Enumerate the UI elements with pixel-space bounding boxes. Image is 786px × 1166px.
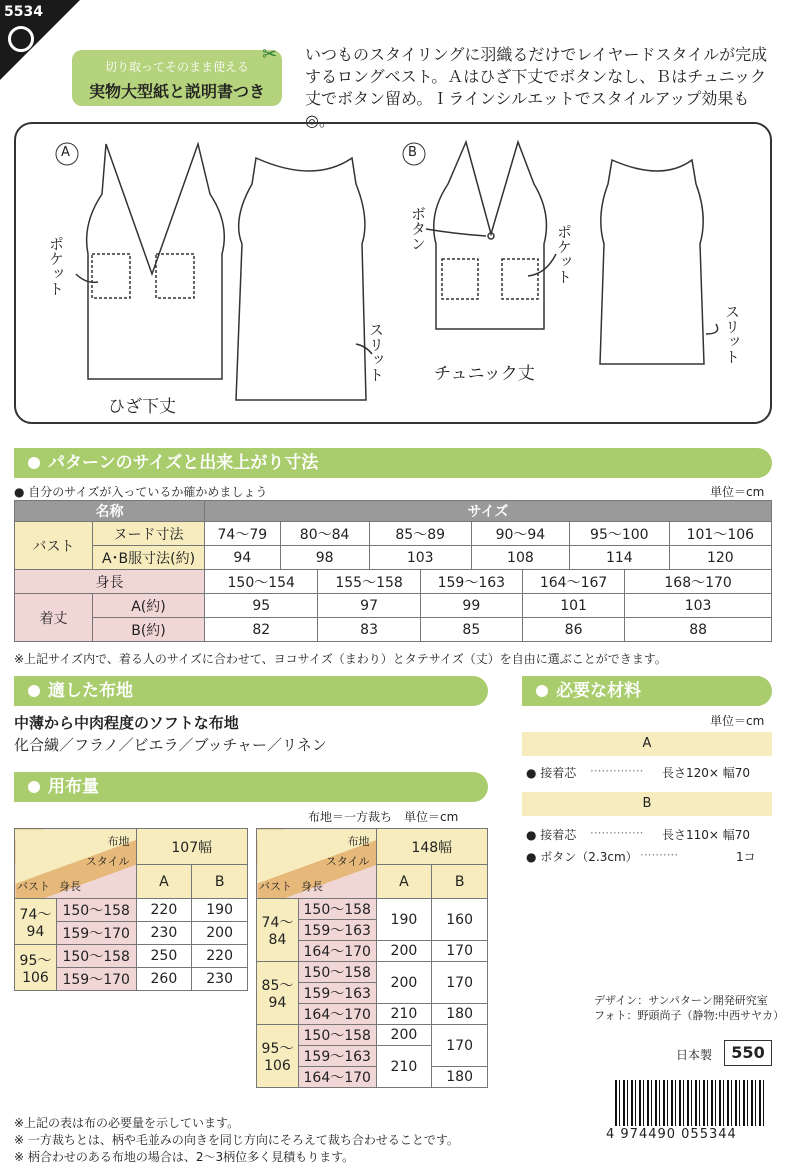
yardage-note-2: ※ 一方裁ちとは、柄や毛並みの向きを同じ方向にそろえて裁ち合わせることです。 — [14, 1133, 459, 1147]
size-table: 名称 サイズ バスト ヌード寸法 74〜79 80〜84 85〜89 90〜94 95〜100 101〜106 A･B服寸法(約) 94 98 103 108 114 120 身長 150〜154 155〜158 159〜163 164〜167 168〜170 着丈 A(約) 95 97 99 101 103 B(約) 82 83 85 86 88 — [14, 500, 772, 642]
section-materials: 必要な材料 — [522, 676, 772, 706]
leader-dots: ·············· — [590, 764, 644, 778]
materials-a-interfacing: ● 接着芯 — [526, 766, 577, 780]
tag-line2: 実物大型紙と説明書つき — [88, 82, 265, 101]
pattern-code: 5534 — [4, 4, 43, 20]
pattern-tag — [72, 50, 282, 106]
credit-photo: フォト：野頭尚子（静物:中西サヤカ） — [594, 1009, 785, 1022]
fabric-types: 化合繊／フラノ／ビエラ／ブッチャー／リネン — [14, 736, 327, 754]
section-yardage: 用布量 — [14, 772, 488, 802]
scissors-icon: ✂ — [262, 44, 278, 65]
barcode-icon — [615, 1080, 767, 1126]
section-size: パターンのサイズと出来上がり寸法 — [14, 448, 772, 478]
materials-unit: 単位＝cm — [710, 714, 765, 728]
slit-label-a: スリット — [367, 322, 385, 382]
size-note: ※上記サイズ内で、着る人のサイズに合わせて、ヨコサイズ（まわり）とタテサイズ（丈）を自由に選ぶことができます。 — [14, 652, 667, 666]
label-b: B — [408, 145, 417, 160]
credit-design: デザイン：サンパターン開発研究室 — [594, 994, 768, 1007]
yardage-note: 布地＝一方裁ち 単位＝cm — [308, 810, 459, 824]
pocket-label-b: ポケット — [555, 224, 573, 284]
tunic-length-label: チュニック丈 — [434, 364, 535, 384]
yardage-note-3: ※ 柄合わせのある布地の場合は、2〜3柄位多く見積もります。 — [14, 1150, 355, 1164]
materials-b-interfacing: ● 接着芯 — [526, 828, 577, 842]
yardage-table-148: 布地 スタイル バスト 身長 148幅 A B 74〜84 150〜158 190 160 159〜163 164〜170 200 170 85〜94 150〜158 200 170 159〜163 164〜170 210 180 95〜106 150〜158 200 170 159〜163 210 164〜170 180 — [256, 828, 488, 1088]
pocket-a-left — [92, 254, 130, 298]
size-check-note: ● 自分のサイズが入っているか確かめましょう — [14, 485, 268, 499]
leader-dots: ·············· — [590, 826, 644, 840]
materials-b-header: B — [522, 792, 772, 816]
tag-line1: 切り取ってそのまま使える — [104, 60, 249, 74]
materials-a-header: A — [522, 732, 772, 756]
yardage-note-1: ※上記の表は布の必要量を示しています。 — [14, 1116, 240, 1130]
materials-a-interfacing-size: 長さ120× 幅70 — [662, 766, 751, 780]
knee-length-label: ひざ下丈 — [108, 397, 176, 417]
illustration-box — [14, 122, 772, 424]
materials-b-interfacing-size: 長さ110× 幅70 — [662, 828, 751, 842]
logo-icon — [8, 26, 34, 52]
materials-b-button-qty: 1コ — [736, 850, 756, 864]
fabric-weight: 中薄から中肉程度のソフトな布地 — [14, 714, 239, 732]
intro-text: いつものスタイリングに羽織るだけでレイヤードスタイルが完成 するロングベスト。Ａはひざ下丈でボタンなし、Ｂはチュニック 丈でボタン留め。Ｉラインシルエットでスタイルアップ効果も◎。 — [305, 45, 768, 130]
leader-dots: ·········· — [640, 848, 679, 862]
yardage-table-107: 布地 スタイル バスト 身長 107幅 A B 74〜94 150〜158 220 190 159〜170 230 200 95〜106 150〜158 250 220 159〜170 260 230 — [14, 828, 248, 991]
vest-illustrations — [16, 124, 770, 422]
made-in-japan: 日本製 — [676, 1048, 713, 1062]
pocket-b-left — [442, 259, 478, 299]
vest-b-front — [434, 142, 547, 329]
pocket-label-a: ポケット — [47, 236, 65, 296]
button-label: ボタン — [409, 206, 427, 251]
pocket-a-right — [156, 254, 194, 298]
barcode-number: 4 974490 055344 — [606, 1127, 737, 1142]
price: 550 — [724, 1040, 772, 1066]
materials-b-button: ● ボタン（2.3cm） — [526, 850, 638, 864]
label-a: A — [61, 145, 70, 160]
slit-label-b: スリット — [723, 304, 741, 364]
size-unit: 単位＝cm — [710, 485, 765, 499]
pocket-b-right — [502, 259, 538, 299]
vest-a-back — [236, 158, 366, 400]
vest-b-back — [600, 160, 704, 364]
section-fabric: 適した布地 — [14, 676, 488, 706]
